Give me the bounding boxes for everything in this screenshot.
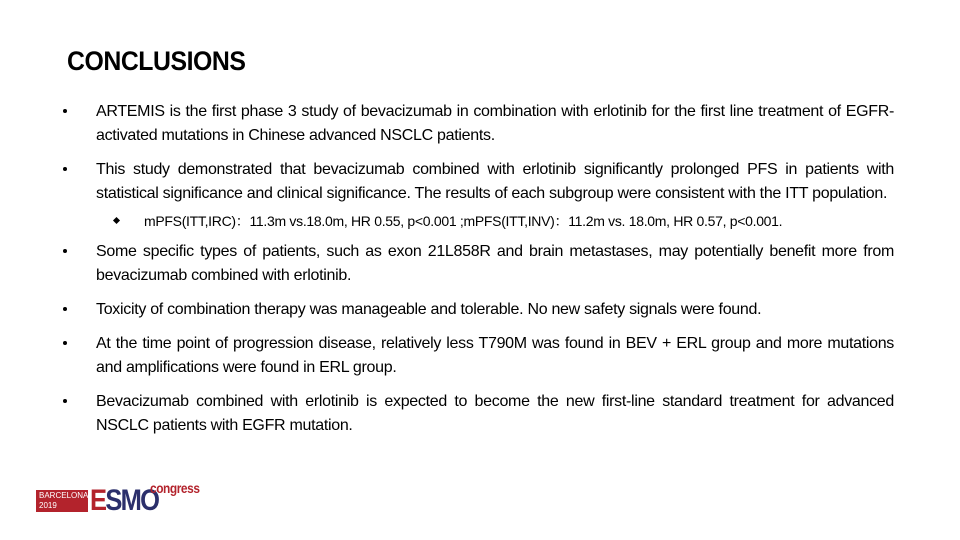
bullet-item [60, 158, 894, 206]
bullet-text: Some specific types of patients, such as exon 21L858R and brain metastases, may potentially benefit more from bevacizumab combined with erlotinib. [96, 243, 894, 284]
bullet-dot-icon [63, 399, 67, 403]
sub-bullet-text: mPFS(ITT,IRC)：11.3m vs.18.0m, HR 0.55, p<0.001 ;mPFS(ITT,INV)：11.2m vs. 18.0m, HR 0.57, p<0.001. [144, 213, 783, 229]
logo-brand-rest: SMO [105, 484, 159, 517]
bullet-item [60, 390, 894, 438]
sub-bullet-item [144, 210, 894, 232]
bullet-text: This study demonstrated that bevacizumab combined with erlotinib significantly prolonged PFS in patients with statistical significance and clinical significance. The results of each subgroup were consistent with the ITT population. [96, 161, 894, 202]
bullet-dot-icon [63, 167, 67, 171]
bullet-text: Bevacizumab combined with erlotinib is expected to become the new first-line standard treatment for advanced NSCLC patients with EGFR mutation. [96, 393, 894, 434]
bullet-text: At the time point of progression disease, relatively less T790M was found in BEV + ERL group and more mutations and amplifications were found in ERL group. [96, 335, 894, 376]
logo-congress: congress [150, 480, 200, 496]
slide-title: CONCLUSIONS [67, 46, 246, 76]
bullet-text: ARTEMIS is the first phase 3 study of bevacizumab in combination with erlotinib for the first line treatment of EGFR-activated mutations in Chinese advanced NSCLC patients. [96, 103, 894, 144]
bullet-dot-icon [63, 249, 67, 253]
bullet-dot-icon [63, 109, 67, 113]
esmo-congress-logo [36, 482, 216, 518]
logo-badge [36, 490, 88, 512]
conclusions-list [60, 100, 894, 448]
bullet-item [60, 298, 894, 322]
logo-brand-e: E [90, 484, 106, 517]
bullet-text: Toxicity of combination therapy was manageable and tolerable. No new safety signals were found. [96, 301, 762, 318]
logo-city: BARCELONA [39, 491, 89, 500]
bullet-item [60, 100, 894, 148]
bullet-item [60, 332, 894, 380]
bullet-item [60, 240, 894, 288]
bullet-dot-icon [63, 341, 67, 345]
logo-brand [90, 484, 158, 518]
bullet-dot-icon [63, 307, 67, 311]
diamond-bullet-icon [113, 217, 120, 224]
logo-year: 2019 [39, 501, 57, 510]
